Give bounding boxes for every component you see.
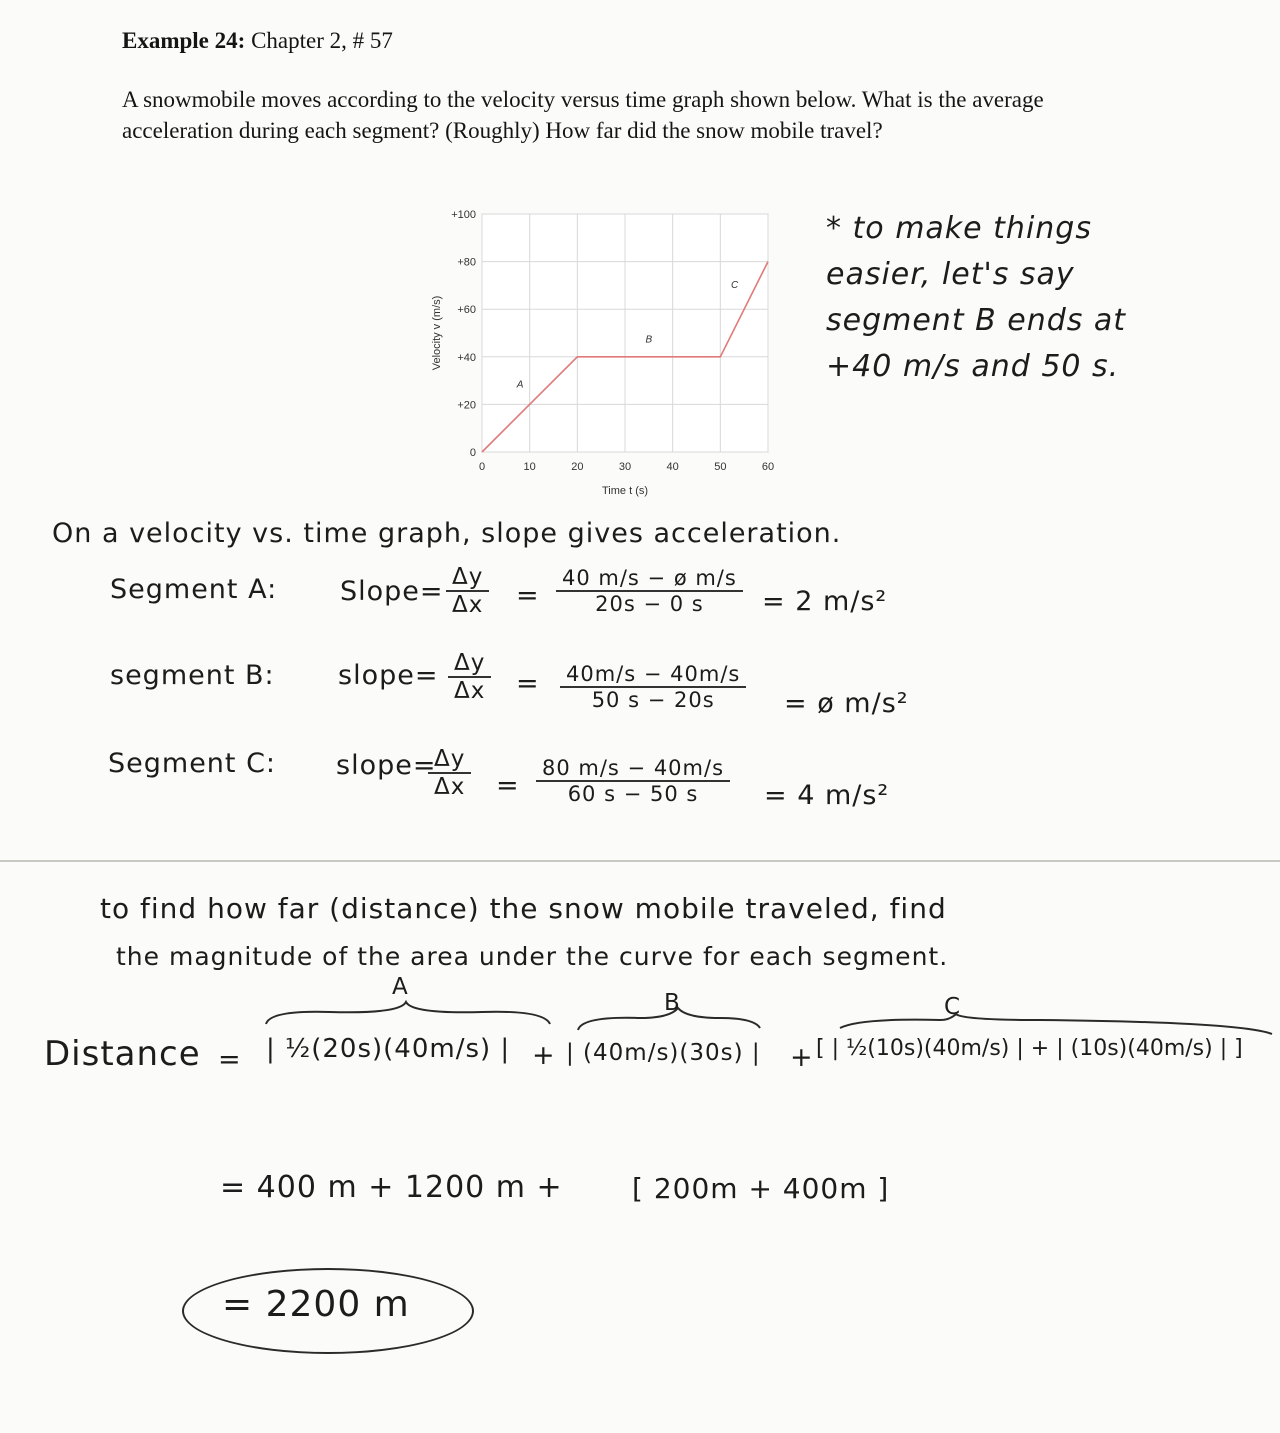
y-axis-label: Velocity v (m/s) (431, 295, 443, 371)
distance-equals: = (218, 1044, 242, 1075)
y-tick-label: 0 (469, 447, 476, 459)
segment-c-fraction (536, 756, 730, 806)
printed-problem (122, 26, 1102, 146)
problem-text: A snowmobile moves according to the velocity versus time graph shown below. What is the average acceleration during each segment? (Roughly) How far did the snow mobile travel? (122, 87, 1044, 143)
distance-label: Distance (44, 1034, 201, 1074)
segment-c-result: = 4 m/s² (764, 780, 890, 811)
example-title (122, 26, 1102, 56)
x-tick-label: 60 (761, 461, 775, 473)
intro-statement: On a velocity vs. time graph, slope gives acceleration. (52, 518, 842, 549)
segment-b-dydx (448, 650, 491, 704)
segment-c-denominator: 60 s − 50 s (567, 782, 699, 806)
brace-label-c: C (944, 994, 962, 1020)
x-tick-label: 40 (666, 461, 679, 473)
y-tick-label: +40 (457, 351, 476, 364)
segment-c-slope: slope= (336, 750, 437, 781)
segment-a-slope: Slope= (340, 576, 444, 607)
segment-a-label: Segment A: (110, 574, 278, 605)
brace-lines (260, 996, 1280, 1036)
segment-c-dx: Δx (434, 774, 466, 800)
x-tick-label: 20 (571, 461, 584, 473)
distance-line-1: to find how far (distance) the snow mobile traveled, find (100, 892, 947, 925)
segment-c-dydx (428, 746, 471, 800)
brace-b (578, 1008, 760, 1030)
segment-b-denominator: 50 s − 20s (591, 688, 715, 712)
x-axis-label: Time t (s) (601, 485, 649, 497)
segment-b-equals: = (516, 668, 540, 699)
final-answer: = 2200 m (222, 1284, 410, 1325)
term-segment-a: | ½(20s)(40m/s) | (266, 1034, 511, 1064)
side-note (826, 206, 1126, 390)
brace-c (840, 1014, 1272, 1034)
term-segment-c: [ | ½(10s)(40m/s) | + | (10s)(40m/s) | ] (816, 1036, 1243, 1061)
segment-c-numerator: 80 m/s − 40m/s (536, 756, 730, 782)
segment-a-dx: Δx (452, 592, 484, 618)
segment-b-label: segment B: (110, 660, 275, 691)
segment-b-fraction (560, 662, 746, 712)
side-note-line-1: * to make things (826, 211, 1092, 246)
example-label: Example 24: (122, 28, 246, 53)
segment-b-dy: Δy (448, 650, 491, 678)
x-tick-label: 30 (618, 461, 632, 473)
distance-line-bracket: [ 200m + 400m ] (632, 1172, 890, 1205)
segment-a-numerator: 40 m/s − ø m/s (556, 566, 743, 592)
brace-label-b: B (664, 990, 681, 1016)
segment-a-fraction (556, 566, 743, 616)
y-tick-label: +100 (451, 209, 476, 221)
page-divider (0, 860, 1280, 862)
segment-c-dy: Δy (428, 746, 471, 774)
segment-c-label: Segment C: (108, 748, 277, 779)
segment-label: C (731, 279, 739, 291)
segment-a-dy: Δy (446, 564, 489, 592)
x-tick-label: 10 (523, 461, 536, 473)
velocity-time-chart (410, 200, 790, 500)
brace-a (266, 1002, 550, 1024)
distance-line-2: the magnitude of the area under the curve for each segment. (116, 942, 949, 971)
segment-b-result: = ø m/s² (784, 688, 909, 719)
distance-line-sum: = 400 m + 1200 m + (220, 1170, 563, 1205)
segment-b-slope: slope= (338, 660, 439, 691)
y-tick-label: +60 (457, 304, 476, 317)
chapter-ref: Chapter 2, # 57 (251, 28, 393, 53)
segment-b-numerator: 40m/s − 40m/s (560, 662, 746, 688)
x-tick-label: 0 (478, 461, 486, 473)
side-note-line-3: segment B ends at (826, 303, 1127, 338)
plus-1: + (532, 1040, 556, 1071)
brace-label-a: A (392, 974, 409, 1000)
segment-label: A (516, 379, 524, 391)
y-tick-label: +20 (457, 399, 476, 412)
x-tick-label: 50 (714, 461, 727, 473)
segment-a-result: = 2 m/s² (762, 586, 888, 617)
term-segment-b: | (40m/s)(30s) | (566, 1040, 761, 1066)
side-note-line-2: easier, let's say (826, 257, 1075, 292)
segment-a-equals: = (516, 580, 540, 611)
segment-b-dx: Δx (454, 678, 486, 704)
side-note-line-4: +40 m/s and 50 s. (826, 349, 1120, 384)
plus-2: + (790, 1042, 814, 1073)
y-tick-label: +80 (457, 256, 476, 269)
segment-a-denominator: 20s − 0 s (595, 592, 704, 616)
segment-a-dydx (446, 564, 489, 618)
segment-c-equals: = (496, 770, 520, 801)
segment-label: B (645, 334, 653, 346)
